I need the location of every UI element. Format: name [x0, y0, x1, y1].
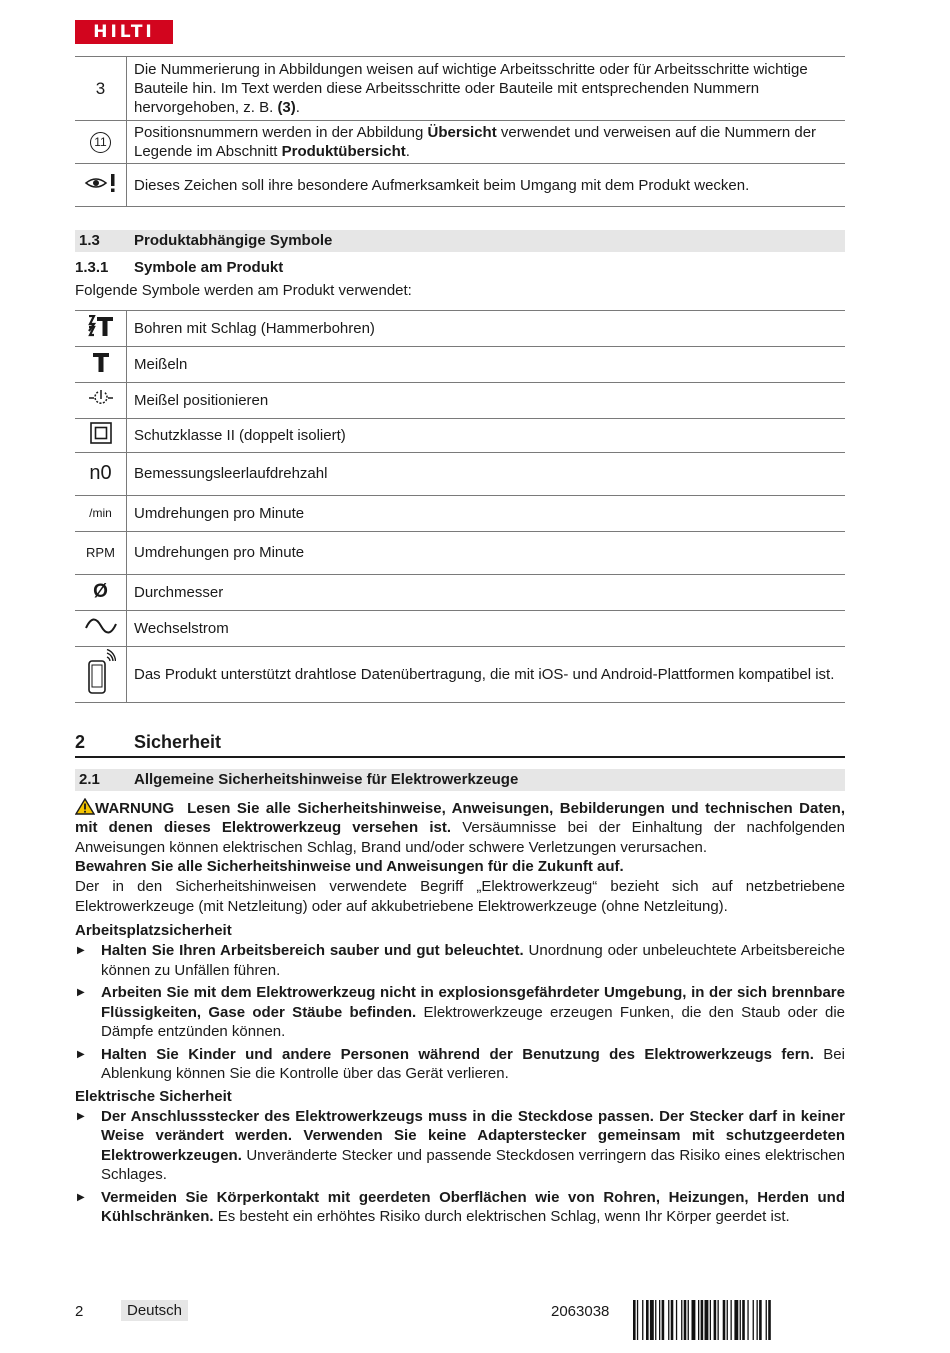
symbol-cell	[75, 121, 127, 164]
section-title: Produktabhängige Symbole	[134, 232, 333, 249]
barcode-bar	[731, 1300, 732, 1340]
product-symbols-table	[75, 310, 845, 703]
symbol-cell	[75, 531, 127, 574]
warning-triangle-icon	[75, 798, 95, 815]
page-content	[75, 56, 845, 1230]
description-text: verwendet und verweisen auf die Nummern der Legende im Abschnitt	[134, 124, 817, 160]
barcode-bar	[659, 1300, 660, 1340]
section-heading-2	[75, 732, 845, 758]
list-item	[75, 1045, 845, 1084]
description-bold: (3)	[277, 99, 296, 116]
description-cell	[127, 164, 846, 207]
alternating-current-icon	[84, 617, 118, 635]
item-bold: Halten Sie Kinder und andere Personen während der Benutzung des Elektrowerkzeugs fern.	[101, 1045, 814, 1063]
table-row	[75, 646, 845, 702]
protection-class-ii-icon	[89, 422, 113, 444]
symbol-cell	[75, 574, 127, 610]
description-text: Die Nummerierung in Abbildungen weisen auf wichtige Arbeitsschritte oder für Arbeitsschritte wichtige Bauteile hin. Im Text werden diese Arbeitsschritte oder Bauteile mit entsprechenden Nummern hervorgehoben, z. B.	[134, 61, 808, 116]
symbol-cell	[75, 418, 127, 452]
symbol-cell	[75, 164, 127, 207]
symbol-cell	[75, 310, 127, 346]
table-row	[75, 310, 845, 346]
section-number: 2.1	[79, 770, 100, 788]
n0-symbol: n0	[89, 461, 112, 484]
barcode-bar	[710, 1300, 711, 1340]
chisel-icon	[91, 351, 111, 373]
list-item	[75, 1188, 845, 1227]
section-title: Sicherheit	[134, 731, 222, 752]
item-bold: Halten Sie Ihren Arbeitsbereich sauber und gut beleuchtet.	[101, 942, 524, 959]
barcode-bar	[681, 1300, 682, 1340]
table-row	[75, 121, 845, 164]
table-row	[75, 57, 845, 121]
definition-text: Der in den Sicherheitshinweisen verwendete Begriff „Elektrowerkzeug“ bezieht sich auf netzbetriebene Elektrowerkzeuge (mit Netzleitung) oder auf akkubetriebene Elektrowerkzeuge (ohne Netzleitung).	[75, 878, 845, 915]
circled-number-icon: 11	[90, 132, 111, 153]
barcode-bar	[698, 1300, 699, 1340]
barcode-bar	[633, 1300, 636, 1340]
table-row	[75, 418, 845, 452]
barcode-bar	[714, 1300, 717, 1340]
item-text: Bei Ablenkung können Sie die Kontrolle über das Gerät verlieren.	[101, 1045, 845, 1082]
barcode-bar	[766, 1300, 767, 1340]
list-item	[75, 941, 845, 980]
bullet-triangle-icon: ▶	[77, 945, 85, 956]
subsection-heading-1-3-1	[75, 258, 845, 278]
step-number-symbol: 3	[95, 78, 106, 98]
table-row	[75, 346, 845, 382]
language-label: Deutsch	[121, 1300, 188, 1321]
hilti-logo: HILTI	[75, 20, 173, 44]
barcode-bar	[676, 1300, 677, 1340]
barcode-bar	[646, 1300, 649, 1340]
barcode-bar	[701, 1300, 704, 1340]
symbol-cell	[75, 646, 127, 702]
list-item	[75, 983, 845, 1042]
symbol-label: Schutzklasse II (doppelt isoliert)	[127, 418, 846, 452]
barcode-bar	[718, 1300, 719, 1340]
barcode-bar	[759, 1300, 762, 1340]
barcode-bar	[734, 1300, 738, 1340]
numbering-symbols-table	[75, 56, 845, 207]
item-text: Es besteht ein erhöhtes Risiko durch elektrischen Schlag, wenn Ihr Körper geerdet ist.	[213, 1208, 790, 1225]
section-title: Allgemeine Sicherheitshinweise für Elektrowerkzeuge	[134, 770, 519, 788]
barcode-bar	[655, 1300, 656, 1340]
barcode	[633, 1300, 845, 1340]
document-number: 2063038	[551, 1303, 610, 1320]
symbol-label: Umdrehungen pro Minute	[127, 531, 846, 574]
barcode-bar	[684, 1300, 687, 1340]
hammer-drill-icon	[87, 315, 115, 337]
table-row	[75, 531, 845, 574]
barcode-bar	[705, 1300, 709, 1340]
barcode-bar	[642, 1300, 643, 1340]
barcode-bar	[668, 1300, 669, 1340]
barcode-bar	[742, 1300, 745, 1340]
warning-label: WARNUNG	[95, 799, 175, 817]
per-minute-symbol: /min	[89, 506, 112, 520]
electrical-heading: Elektrische Sicherheit	[75, 1087, 232, 1105]
barcode-bar	[723, 1300, 726, 1340]
barcode-bar	[740, 1300, 741, 1340]
table-row	[75, 382, 845, 418]
bullet-triangle-icon: ▶	[77, 1191, 85, 1203]
workplace-heading: Arbeitsplatzsicherheit	[75, 922, 232, 939]
symbol-cell	[75, 495, 127, 531]
section-number: 1.3	[79, 232, 100, 249]
item-bold: Vermeiden Sie Körperkontakt mit geerdeten Oberflächen wie von Rohren, Heizungen, Herden und Kühlschränken.	[101, 1188, 845, 1225]
warning-paragraph	[75, 798, 845, 858]
barcode-bar	[671, 1300, 674, 1340]
symbol-label: Durchmesser	[127, 574, 846, 610]
table-row	[75, 164, 845, 207]
bullet-triangle-icon: ▶	[77, 987, 85, 998]
symbol-label: Meißeln	[127, 346, 846, 382]
chisel-position-icon	[87, 387, 115, 409]
warning-text: Versäumnisse bei der Einhaltung der nachfolgenden Anweisungen können elektrischen Schlag, Brand und/oder schwere Verletzungen verursachen.	[75, 819, 845, 856]
section-number: 1.3.1	[75, 259, 109, 276]
symbol-label: Umdrehungen pro Minute	[127, 495, 846, 531]
description-text: Positionsnummern werden in der Abbildung	[134, 124, 428, 141]
eye-attention-icon	[84, 173, 118, 193]
barcode-bar	[650, 1300, 654, 1340]
page-footer	[75, 1300, 845, 1340]
symbol-cell	[75, 382, 127, 418]
table-row	[75, 610, 845, 646]
table-row	[75, 495, 845, 531]
barcode-bar	[662, 1300, 665, 1340]
bullet-triangle-icon: ▶	[77, 1048, 85, 1060]
table-row	[75, 452, 845, 495]
symbol-label: Meißel positionieren	[127, 382, 846, 418]
description-text: .	[295, 99, 300, 116]
section-number: 2	[75, 731, 86, 752]
description-bold: Übersicht	[427, 124, 497, 141]
list-item	[75, 1107, 845, 1185]
item-text: Unveränderte Stecker und passende Steckdosen verringern das Risiko eines elektrischen Schlages.	[101, 1146, 845, 1183]
description-cell	[127, 121, 846, 164]
barcode-bar	[637, 1300, 638, 1340]
barcode-bar	[692, 1300, 696, 1340]
symbol-cell	[75, 346, 127, 382]
bullet-triangle-icon: ▶	[77, 1110, 85, 1122]
description-text: .	[405, 143, 410, 160]
barcode-bar	[757, 1300, 758, 1340]
electrical-list	[75, 1107, 845, 1227]
barcode-bar	[753, 1300, 754, 1340]
barcode-bar	[747, 1300, 748, 1340]
keep-instructions: Bewahren Sie alle Sicherheitshinweise und Anweisungen für die Zukunft auf.	[75, 858, 624, 875]
item-text: Elektrowerkzeuge erzeugen Funken, die den Staub oder die Dämpfe entzünden können.	[101, 1003, 845, 1040]
barcode-bar	[688, 1300, 689, 1340]
symbol-label: Bemessungsleerlaufdrehzahl	[127, 452, 846, 495]
symbol-cell	[75, 57, 127, 121]
description-bold: Produktübersicht	[281, 143, 406, 160]
symbol-cell	[75, 610, 127, 646]
barcode-bar	[768, 1300, 771, 1340]
item-bold: Der Anschlussstecker des Elektrowerkzeugs muss in die Steckdose passen. Der Stecker darf in keiner Weise verändert werden. Verwenden Sie keine Adapterstecker gemeinsam mit schutzgeerdeten Elektrowerkzeugen.	[101, 1107, 845, 1164]
symbol-cell	[75, 452, 127, 495]
description-text: Dieses Zeichen soll ihre besondere Aufmerksamkeit beim Umgang mit dem Produkt wecken.	[134, 176, 750, 194]
item-bold: Arbeiten Sie mit dem Elektrowerkzeug nicht in explosionsgefährdeter Umgebung, in der sich brennbare Flüssigkeiten, Gase oder Stäube befinden.	[101, 984, 845, 1021]
item-text: Unordnung oder unbeleuchtete Arbeitsbereiche können zu Unfällen führen.	[101, 942, 845, 979]
description-cell	[127, 57, 846, 121]
section-heading-2-1	[75, 769, 845, 791]
barcode-bar	[727, 1300, 728, 1340]
page-number: 2	[75, 1303, 84, 1320]
workplace-list	[75, 941, 845, 1084]
rpm-symbol: RPM	[86, 545, 115, 560]
diameter-symbol: Ø	[93, 581, 108, 602]
warning-bold-text: Lesen Sie alle Sicherheitshinweise, Anweisungen, Bebilderungen und technischen Daten, mit denen dieses Elektrowerkzeug versehen ist.	[75, 799, 845, 836]
symbol-label: Wechselstrom	[127, 610, 846, 646]
section-title: Symbole am Produkt	[134, 259, 284, 276]
section-heading-1-3	[75, 230, 845, 252]
table-row	[75, 574, 845, 610]
wireless-phone-icon	[86, 649, 116, 695]
intro-text: Folgende Symbole werden am Produkt verwendet:	[75, 282, 412, 299]
symbol-label: Bohren mit Schlag (Hammerbohren)	[127, 310, 846, 346]
symbol-label: Das Produkt unterstützt drahtlose Datenübertragung, die mit iOS- und Android-Plattformen kompatibel ist.	[127, 646, 846, 702]
